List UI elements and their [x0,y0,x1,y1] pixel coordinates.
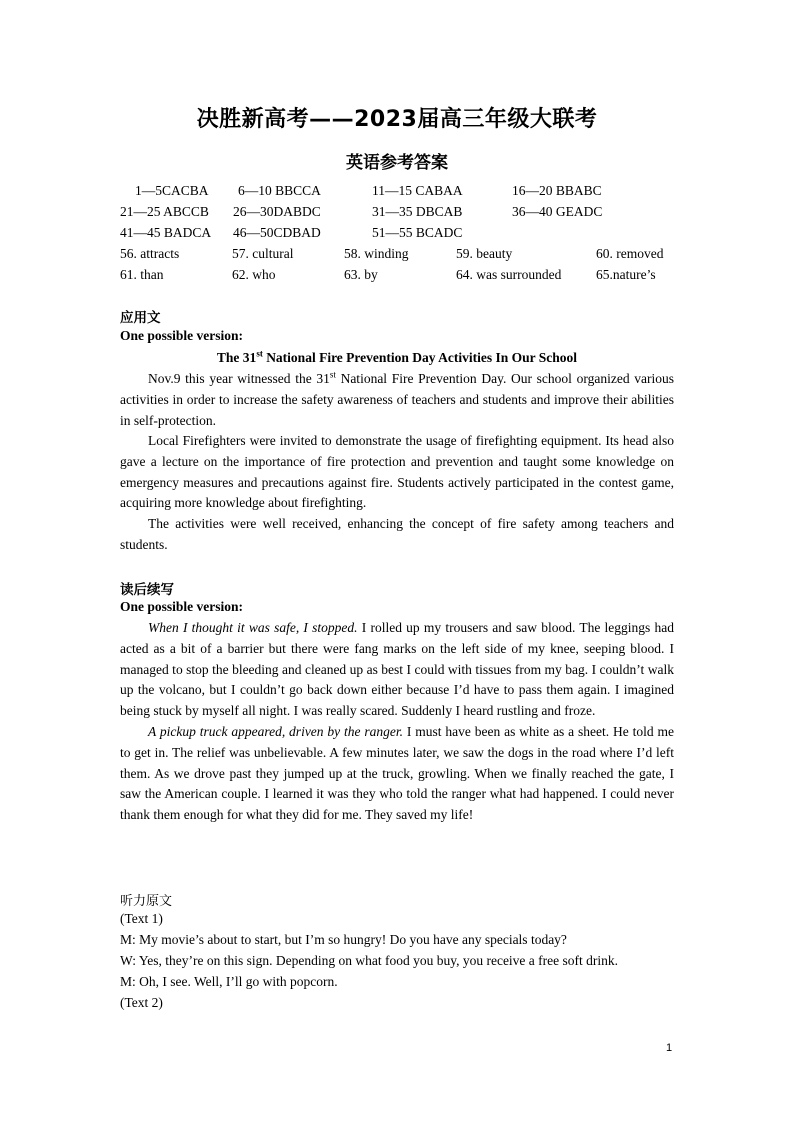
essay-paragraph: The activities were well received, enhancing the concept of fire safety among teachers and students. [120,516,674,552]
transcript-line: (Text 1) [120,911,163,926]
answer-row [120,201,680,222]
fill-answer: 61. than [120,267,164,282]
fill-answer: 60. removed [596,246,664,261]
answer-row [120,180,680,201]
answer-group: 16—20 BBABC [512,183,602,198]
transcript-line: W: Yes, they’re on this sign. Depending on what food you buy, you receive a free soft drink. [120,953,619,968]
answer-group: 46—50CDBAD [233,225,321,240]
story-paragraph: A pickup truck appeared, driven by the ranger. I must have been as white as a sheet. He told me to get in. The relief was unbelievable. A few minutes later, we saw the dogs in the road where I’d left them. As we drove past they jumped up at the truck, growling. When we finally reached the gate, I saw the American couple. I learned it was they who told the ranger what had happened. I could never thank them enough for what they did for me. They saved my life! [120,724,674,823]
fill-answer: 62. who [232,267,276,282]
fill-answer-row [120,243,680,264]
answer-group: 21—25 ABCCB [120,204,209,219]
fill-answer: 57. cultural [232,246,294,261]
answer-group: 6—10 BBCCA [238,183,321,198]
section-heading-writing: 应用文 [120,310,161,326]
fill-answer: 64. was surrounded [456,267,562,282]
answer-key-subtitle: 英语参考答案 [346,153,448,173]
fill-answer: 59. beauty [456,246,513,261]
answer-group: 11—15 CABAA [372,183,463,198]
essay-title: The 31st National Fire Prevention Day Activities In Our School [216,348,578,365]
fill-answer: 56. attracts [120,246,180,261]
essay-paragraph: Local Firefighters were invited to demonstrate the usage of firefighting equipment. Its head also gave a lecture on the importance of fire protection and prevention and taught some knowledge on emergency measures and precautions against fire. Students actively participated in the contest game, acquiring more knowledge about firefighting. [120,433,674,511]
answer-row [120,222,680,243]
version-label: One possible version: [120,328,244,343]
section-heading-listening: 听力原文 [120,894,173,909]
answer-group: 1—5CACBA [135,183,209,198]
section-heading-continuation: 读后续写 [120,582,174,598]
answer-group: 26—30DABDC [233,204,321,219]
story-paragraph: When I thought it was safe, I stopped. I rolled up my trousers and saw blood. The leggings had acted as a bit of a barrier but there were fang marks on the left side of my knee, seeping blood. I managed to stop the bleeding and cleaned up as best I could with tissues from my bag. I couldn’t walk up the volcano, but I couldn’t go back down either because I’d have to pass them again. I imagined being stuck by myself all night. I was really scared. Suddenly I heard rustling and froze. [120,620,674,719]
transcript-line: (Text 2) [120,995,163,1010]
page-number: 1 [666,1042,673,1054]
fill-answer: 65.nature’s [596,267,656,282]
answer-group: 31—35 DBCAB [372,204,463,219]
fill-answer-row [120,264,680,285]
exam-title: 决胜新高考——2023届高三年级大联考 [196,107,598,132]
fill-answer: 63. by [344,267,378,282]
answer-group: 36—40 GEADC [512,204,603,219]
version-label: One possible version: [120,599,244,614]
answer-group: 41—45 BADCA [120,225,212,240]
transcript-line: M: Oh, I see. Well, I’ll go with popcorn. [120,974,338,989]
answer-group: 51—55 BCADC [372,225,463,240]
transcript-line: M: My movie’s about to start, but I’m so hungry! Do you have any specials today? [120,932,567,947]
fill-answer: 58. winding [344,246,409,261]
essay-paragraph: Nov.9 this year witnessed the 31st National Fire Prevention Day. Our school organized various activities in order to increase the safety awareness of teachers and students and improve their abilities in self-protection. [120,369,675,428]
